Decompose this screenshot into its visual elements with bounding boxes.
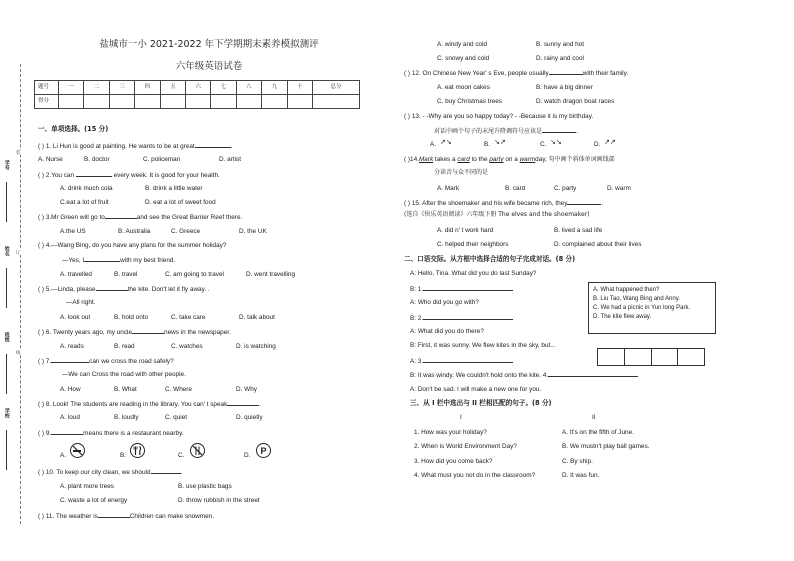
question-11 xyxy=(38,512,214,520)
option-d[interactable]: D. Why xyxy=(236,386,257,393)
question-text: 12. On Chinese New Year' s Eve, people usually xyxy=(411,70,549,77)
question-text: —Yes, I xyxy=(62,257,85,264)
dialog-line xyxy=(410,285,513,293)
answer-paren[interactable]: ( ) xyxy=(38,469,45,476)
score-input[interactable] xyxy=(262,95,287,109)
no-dining-icon[interactable] xyxy=(190,443,205,458)
score-table xyxy=(34,80,360,109)
score-input[interactable] xyxy=(135,95,160,109)
dialog-text: B: 2. xyxy=(410,315,424,322)
score-cell: 十 xyxy=(287,81,312,95)
binding-field-name[interactable] xyxy=(6,268,7,308)
answer-paren[interactable]: ( ) 7. xyxy=(38,358,52,365)
dialog-text: B: 1. xyxy=(410,286,424,293)
option-a[interactable]: A. drink much cola xyxy=(60,185,113,192)
score-table-score-row xyxy=(35,95,360,109)
option-a[interactable]: A. How xyxy=(60,386,81,393)
question-5 xyxy=(38,285,210,293)
score-cell: 二 xyxy=(84,81,109,95)
question-text: day, xyxy=(535,156,547,163)
option-b[interactable]: B. card xyxy=(505,185,526,192)
question-text-after: with my best friend. xyxy=(120,257,176,264)
dialog-line: A: Hello, Tina. What did you do last Sunday? xyxy=(410,270,537,277)
question-text-after: every week. It is good for your health. xyxy=(113,172,220,179)
match-left-item: 1. How was your holiday? xyxy=(414,429,487,436)
answer-option-box xyxy=(588,282,716,334)
binding-label-class: 班级 xyxy=(3,332,10,342)
italic-word: card xyxy=(457,156,470,163)
option-a[interactable]: A. travelled xyxy=(60,271,92,278)
score-cell: 九 xyxy=(262,81,287,95)
tone-marks: ↘↗ xyxy=(494,138,506,146)
option-d[interactable]: D. warm xyxy=(607,185,631,192)
question-text: 10. To keep our city clean, we should xyxy=(45,469,151,476)
option-d[interactable]: D. the UK xyxy=(239,228,267,235)
box-option-b: B. Liu Tao, Wang Bing and Anny. xyxy=(593,296,680,302)
answer-blank[interactable] xyxy=(51,357,89,363)
question-3 xyxy=(38,213,242,221)
question-text: on a xyxy=(505,156,518,163)
question-text-after: . xyxy=(259,401,262,408)
option-b[interactable]: B. use plastic bags xyxy=(178,483,232,490)
question-text: 4.—Wang Bing, do you have any plans for the summer holiday? xyxy=(45,242,227,249)
option-a[interactable]: A.the US xyxy=(60,228,86,235)
option-d[interactable]: D. is watching xyxy=(236,343,276,350)
option-b[interactable]: B. sunny and hot xyxy=(536,41,584,48)
match-right-item: A. It's on the fifth of June. xyxy=(562,429,634,436)
answer-blank[interactable] xyxy=(76,171,112,177)
option-b[interactable]: B. What xyxy=(114,386,137,393)
question-4-line2 xyxy=(62,256,175,264)
option-d[interactable]: D. watch dragon boat races xyxy=(536,98,615,105)
score-cell: 六 xyxy=(186,81,211,95)
answer-grid xyxy=(597,348,705,366)
tone-marks: ↗↘ xyxy=(440,138,452,146)
option-d[interactable]: D. throw rubbish in the street xyxy=(178,497,260,504)
answer-cell[interactable] xyxy=(625,349,652,365)
box-option-d: D. The kite flew away. xyxy=(593,314,652,320)
option-c[interactable]: C. watches xyxy=(171,343,203,350)
score-cell: 一 xyxy=(59,81,84,95)
question-7-line2: —We can Cross the road with other people. xyxy=(62,371,186,378)
question-text-after: can we cross the road safely? xyxy=(89,358,174,365)
score-cell: 八 xyxy=(236,81,261,95)
dialog-line xyxy=(410,357,513,365)
dialog-line: A: Who did you go with? xyxy=(410,299,479,306)
option-c[interactable]: C. party xyxy=(554,185,577,192)
question-text-after: with their family. xyxy=(582,70,629,77)
answer-paren[interactable]: ( ) xyxy=(404,156,411,163)
option-d[interactable]: D. quietly xyxy=(236,414,263,421)
question-4 xyxy=(38,242,226,249)
exam-subtitle: 六年级英语试卷 xyxy=(175,61,243,72)
option-b[interactable]: B. drink a little water xyxy=(145,185,203,192)
section1-heading: 一、单项选择。(15 分) xyxy=(38,125,109,133)
section2-heading: 二、口语交际。从方框中选择合适的句子完成对话。(8 分) xyxy=(404,255,576,263)
option-b[interactable]: B. xyxy=(484,141,491,148)
option-c[interactable]: C. xyxy=(178,452,185,459)
match-left-item: 4. What must you not do in the classroom? xyxy=(414,472,536,479)
option-a[interactable]: A. eat moon cakes xyxy=(437,84,490,91)
question-cn-text: 对话中画个句子的末尾升降调符号应该是 xyxy=(434,128,543,135)
option-c[interactable]: C. snowy and cold xyxy=(437,55,490,62)
question-7 xyxy=(38,357,174,365)
option-c[interactable]: C.eat a lot of fruit xyxy=(60,199,109,206)
exam-title: 盐城市一小 2021-2022 年下学期期末素养模拟测评 xyxy=(99,39,319,50)
option-c[interactable]: C. Where xyxy=(165,386,192,393)
score-cell: 总分 xyxy=(313,81,360,95)
question-text: 9. xyxy=(45,430,52,437)
dialog-line: A: What did you do there? xyxy=(410,328,484,335)
answer-blank[interactable] xyxy=(567,199,604,207)
option-c[interactable]: C. xyxy=(540,141,547,148)
question-6 xyxy=(38,328,231,336)
answer-blank[interactable] xyxy=(227,400,262,408)
option-d[interactable]: D. eat a lot of sweet food xyxy=(145,199,216,206)
score-input[interactable] xyxy=(313,95,360,109)
answer-blank[interactable] xyxy=(105,213,137,219)
option-c[interactable]: C. Greece xyxy=(171,228,201,235)
answer-blank[interactable] xyxy=(151,468,181,474)
answer-blank[interactable] xyxy=(51,429,83,435)
question-2 xyxy=(38,171,220,179)
svg-text:P: P xyxy=(260,446,267,456)
italic-word: party xyxy=(489,156,504,163)
question-text: to the xyxy=(471,156,488,163)
option-d[interactable]: D. rainy and cool xyxy=(536,55,584,62)
option-c[interactable]: C. am going to travel xyxy=(165,271,224,278)
answer-blank[interactable] xyxy=(548,371,638,377)
option-d[interactable]: D. talk about xyxy=(239,314,275,321)
answer-paren[interactable]: ( ) xyxy=(38,286,45,293)
score-input[interactable] xyxy=(236,95,261,109)
option-d[interactable]: D. went travelling xyxy=(246,271,296,278)
question-8 xyxy=(38,400,261,408)
answer-blank[interactable] xyxy=(423,285,513,291)
binding-field-school[interactable] xyxy=(6,430,7,470)
question-9 xyxy=(38,429,184,437)
answer-cell[interactable] xyxy=(598,349,625,365)
question-text: 8. Look! The students are reading in the library. You can' t speak xyxy=(45,401,228,408)
score-input[interactable] xyxy=(211,95,236,109)
dialog-line: A: Don't be sad. I will make a new one for you. xyxy=(410,386,542,393)
answer-cell[interactable] xyxy=(678,349,704,365)
question-14 xyxy=(404,156,615,164)
question-12 xyxy=(404,69,628,77)
question-14-cn: 分读音与众不同的是 xyxy=(434,169,489,176)
dialog-text: B: It was windy. We couldn't hold onto the kite. 4. xyxy=(410,372,549,379)
question-text: 15. After the shoemaker and his wife became rich, they xyxy=(411,200,568,207)
answer-paren[interactable]: ( ) xyxy=(38,242,45,249)
question-text: 6. Twenty years ago, my uncle xyxy=(45,329,133,336)
option-a[interactable]: A. Nurse xyxy=(38,156,63,163)
dialog-text: A: 3. xyxy=(410,358,424,365)
option-c[interactable]: C. quiet xyxy=(165,414,188,421)
tone-marks: ↗↗ xyxy=(604,138,616,146)
cut-mark: 订 xyxy=(16,250,22,255)
answer-paren[interactable]: ( ) xyxy=(404,70,411,77)
answer-blank[interactable] xyxy=(423,357,513,363)
option-a[interactable]: A. plant more trees xyxy=(60,483,114,490)
match-right-item: C. By ship. xyxy=(562,458,593,465)
dialog-line xyxy=(410,314,513,322)
answer-blank[interactable] xyxy=(195,142,231,148)
binding-strip xyxy=(0,0,30,561)
option-b[interactable]: B. travel xyxy=(114,271,138,278)
score-input[interactable] xyxy=(109,95,134,109)
answer-blank[interactable] xyxy=(98,512,130,518)
option-b[interactable]: B. loudly xyxy=(114,414,139,421)
answer-paren[interactable]: ( ) xyxy=(38,513,45,520)
italic-word: Mark xyxy=(418,156,434,163)
cut-line xyxy=(20,64,21,524)
option-a[interactable]: A. Mark xyxy=(437,185,460,192)
answer-paren[interactable]: ( ) xyxy=(38,329,45,336)
option-a[interactable]: A. loud xyxy=(60,414,80,421)
question-text-after: . xyxy=(230,143,233,150)
option-b[interactable]: B. read xyxy=(114,343,135,350)
score-input[interactable] xyxy=(160,95,185,109)
answer-cell[interactable] xyxy=(652,349,679,365)
parking-icon[interactable] xyxy=(256,443,271,458)
answer-blank[interactable] xyxy=(132,328,164,334)
score-cell: 题号 xyxy=(35,81,59,95)
option-d[interactable]: D. complained about their lives xyxy=(554,241,642,248)
binding-field-class[interactable] xyxy=(6,354,7,394)
answer-blank[interactable] xyxy=(84,256,120,262)
question-13 xyxy=(404,113,593,120)
option-a[interactable]: A. did n' t work hard xyxy=(437,227,494,234)
answer-blank[interactable] xyxy=(542,127,576,133)
option-a[interactable]: A. reads xyxy=(60,343,84,350)
answer-paren[interactable]: ( ) xyxy=(38,401,45,408)
question-text: 11. The weather is xyxy=(45,513,98,520)
restaurant-icon[interactable] xyxy=(130,443,145,458)
question-text: 2.You can xyxy=(45,172,75,179)
no-smoking-icon[interactable] xyxy=(70,443,85,458)
option-c[interactable]: C. helped their neighbors xyxy=(437,241,509,248)
question-text: 14. xyxy=(410,156,419,163)
italic-word: warm xyxy=(519,156,536,163)
option-a[interactable]: A. look out xyxy=(60,314,91,321)
score-input[interactable] xyxy=(84,95,109,109)
binding-label-name: 姓名 xyxy=(3,246,10,256)
match-left-item: 3. How did you come back? xyxy=(414,458,493,465)
dialog-line xyxy=(410,371,638,379)
question-text-after: Children can make snowmen. xyxy=(129,513,214,520)
option-c[interactable]: C. policeman xyxy=(143,156,181,163)
binding-label-id: 学号 xyxy=(3,160,10,170)
question-text: 13. - -Why are you so happy today? - -Because it is my birthday. xyxy=(411,113,594,120)
answer-blank[interactable] xyxy=(423,314,513,320)
option-c[interactable]: C. take care xyxy=(171,314,206,321)
answer-paren[interactable]: ( ) xyxy=(404,113,411,120)
match-left-item: 2. When is World Environment Day? xyxy=(414,443,517,450)
question-text-after: and see the Great Barrier Reef there. xyxy=(136,214,243,221)
question-5-line2: —All right. xyxy=(66,299,96,306)
cut-mark: 线 xyxy=(16,350,22,355)
option-b[interactable]: B. doctor xyxy=(84,156,110,163)
binding-field-id[interactable] xyxy=(6,182,7,222)
option-c[interactable]: C. waste a lot of energy xyxy=(60,497,128,504)
question-text: 1. Li Hun is good at painting. He wants to be at great xyxy=(45,143,195,150)
option-b[interactable]: B. Australia xyxy=(118,228,151,235)
answer-blank[interactable] xyxy=(96,285,128,291)
answer-paren[interactable]: ( ) xyxy=(38,143,45,150)
question-text-after: the kite. Don't let it fly away. . xyxy=(127,286,210,293)
section3-heading: 三、从 I 栏中选出与 II 栏相匹配的句子。(8 分) xyxy=(410,399,552,407)
question-text: takes a xyxy=(434,156,456,163)
option-d[interactable]: D. xyxy=(244,452,251,459)
option-d[interactable]: D. artist xyxy=(219,156,242,163)
match-right-item: D. It was fun. xyxy=(562,472,600,479)
question-text-after: news in the newspaper. xyxy=(164,329,231,336)
score-cell: 三 xyxy=(109,81,134,95)
score-cell: 四 xyxy=(135,81,160,95)
option-b[interactable]: B. xyxy=(120,452,127,459)
question-text-after: . xyxy=(180,469,183,476)
score-cell: 五 xyxy=(160,81,185,95)
option-d[interactable]: D. xyxy=(594,141,601,148)
tone-marks: ↘↘ xyxy=(550,138,562,146)
binding-label-school: 学校 xyxy=(3,408,10,418)
score-input[interactable] xyxy=(59,95,84,109)
option-a[interactable]: A. xyxy=(60,452,67,459)
answer-paren[interactable]: ( ) xyxy=(404,200,411,207)
option-a[interactable]: A. windy and cold xyxy=(437,41,488,48)
score-cell: 七 xyxy=(211,81,236,95)
question-cn-text: 句中画个斜体单词画线部 xyxy=(548,156,615,163)
question-10 xyxy=(38,468,182,476)
answer-blank[interactable] xyxy=(549,69,583,75)
score-table-header-row xyxy=(35,81,360,95)
question-13-cn: 对话中画个句子的末尾升降调符号应该是 . xyxy=(434,128,578,135)
cut-mark: 装 xyxy=(16,150,22,155)
score-input[interactable] xyxy=(186,95,211,109)
question-text-after: means there is a restaurant nearby. xyxy=(83,430,184,437)
answer-paren[interactable]: ( ) xyxy=(38,172,45,179)
box-option-c: C. We had a picnic in Yun long Park. xyxy=(593,305,691,311)
question-1 xyxy=(38,142,232,150)
answer-paren[interactable]: ( ) xyxy=(38,214,45,221)
question-15 xyxy=(404,199,603,207)
option-b[interactable]: B. lived a sad life xyxy=(554,227,603,234)
score-row-label: 得分 xyxy=(35,95,59,109)
box-option-a: A. What happened then? xyxy=(593,287,660,293)
option-b[interactable]: B. hold onto xyxy=(114,314,149,321)
column-i-header: I xyxy=(460,414,462,421)
match-right-item: B. We mustn't play ball games. xyxy=(562,443,650,450)
option-c[interactable]: C. buy Christmas trees xyxy=(437,98,502,105)
question-text-after: . xyxy=(601,200,604,207)
question-text: 5.—Linda, please xyxy=(45,286,96,293)
score-input[interactable] xyxy=(287,95,312,109)
column-ii-header: II xyxy=(592,414,596,421)
option-b[interactable]: B. have a big dinner xyxy=(536,84,593,91)
question-15-source: (选自《快乐英语阅读》六年级下册 The elves and the shoemaker) xyxy=(404,211,590,218)
answer-paren[interactable]: ( ) xyxy=(38,430,45,437)
question-text: 3.Mr Green will go to xyxy=(45,214,105,221)
dialog-line: B: First, it was sunny. We flew kites in the sky, but... xyxy=(410,342,556,349)
option-a[interactable]: A. xyxy=(430,141,437,148)
